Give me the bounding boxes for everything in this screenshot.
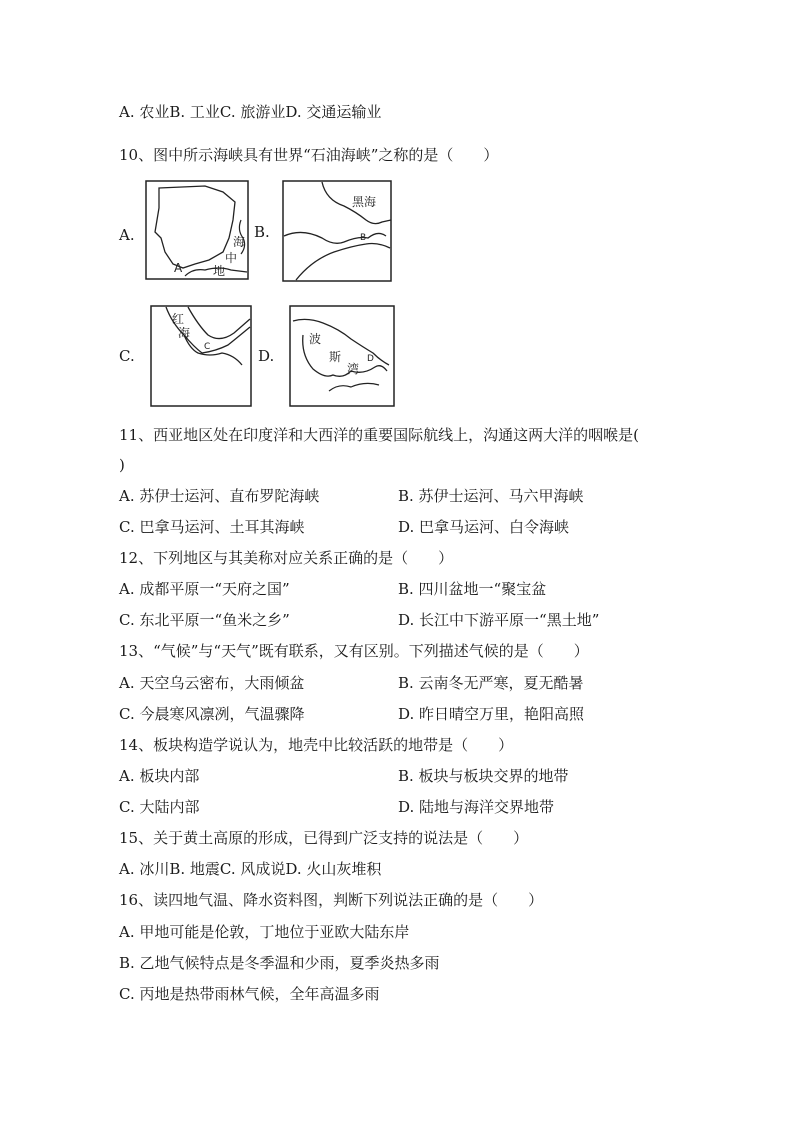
map-d-letter: D xyxy=(367,354,374,364)
q11-stem-line2: ) xyxy=(119,456,125,474)
map-d-sea-char-1: 波 xyxy=(309,332,322,346)
map-c-sea-char-2: 海 xyxy=(178,326,191,340)
q13-option-c: C. 今晨寒风凛冽，气温骤降 xyxy=(119,705,305,723)
q14-option-d: D. 陆地与海洋交界地带 xyxy=(398,798,555,816)
map-a-sea-char-3: 地 xyxy=(213,264,226,278)
q12-option-a: A. 成都平原一“天府之国” xyxy=(119,580,290,598)
q14-option-b: B. 板块与板块交界的地带 xyxy=(398,767,569,785)
q16-option-b: B. 乙地气候特点是冬季温和少雨，夏季炎热多雨 xyxy=(119,954,440,972)
q15-stem: 15、关于黄土高原的形成，已得到广泛支持的说法是（ ） xyxy=(119,829,529,847)
q12-option-c: C. 东北平原一“鱼米之乡” xyxy=(119,611,290,629)
q10-map-a xyxy=(145,180,249,280)
q10-map-b xyxy=(282,180,392,282)
q14-option-c: C. 大陆内部 xyxy=(119,798,200,816)
q11-option-b: B. 苏伊士运河、马六甲海峡 xyxy=(398,487,584,505)
q16-option-a: A. 甲地可能是伦敦，丁地位于亚欧大陆东岸 xyxy=(119,923,410,941)
q13-stem: 13、“气候”与“天气”既有联系，又有区别。下列描述气候的是（ ） xyxy=(119,642,589,660)
q10-option-b-label: B. xyxy=(254,223,270,241)
q12-stem: 12、下列地区与其美称对应关系正确的是（ ） xyxy=(119,549,454,567)
q12-option-d: D. 长江中下游平原一“黑土地” xyxy=(398,611,600,629)
map-b-sea-name: 黑海 xyxy=(352,195,377,209)
q11-option-c: C. 巴拿马运河、土耳其海峡 xyxy=(119,518,305,536)
q9-options: A. 农业B. 工业C. 旅游业D. 交通运输业 xyxy=(119,103,382,121)
q10-map-c xyxy=(150,305,252,407)
q12-option-b: B. 四川盆地一“聚宝盆 xyxy=(398,580,547,598)
q14-stem: 14、板块构造学说认为，地壳中比较活跃的地带是（ ） xyxy=(119,736,514,754)
q10-option-a-label: A. xyxy=(119,226,135,244)
q11-option-d: D. 巴拿马运河、白令海峡 xyxy=(398,518,570,536)
q16-stem: 16、读四地气温、降水资料图，判断下列说法正确的是（ ） xyxy=(119,891,544,909)
q13-option-d: D. 昨日晴空万里，艳阳高照 xyxy=(398,705,585,723)
q10-option-d-label: D. xyxy=(258,347,275,365)
q14-option-a: A. 板块内部 xyxy=(119,767,200,785)
map-b-letter: B xyxy=(360,233,367,243)
q13-option-b: B. 云南冬无严寒，夏无酷暑 xyxy=(398,674,584,692)
map-c-letter: C xyxy=(204,342,211,352)
q16-option-c: C. 丙地是热带雨林气候，全年高温多雨 xyxy=(119,985,380,1003)
q10-map-d xyxy=(289,305,395,407)
map-d-sea-char-3: 湾 xyxy=(347,362,360,376)
q11-stem-line1: 11、西亚地区处在印度洋和大西洋的重要国际航线上，沟通这两大洋的咽喉是( xyxy=(119,426,639,444)
map-d-sea-char-2: 斯 xyxy=(329,350,342,364)
map-c-sea-char-1: 红 xyxy=(172,312,185,326)
q11-option-a: A. 苏伊士运河、直布罗陀海峡 xyxy=(119,487,320,505)
q10-stem: 10、图中所示海峡具有世界“石油海峡”之称的是（ ） xyxy=(119,146,499,164)
map-a-sea-char-1: 海 xyxy=(233,235,246,249)
map-a-sea-char-2: 中 xyxy=(225,251,238,265)
map-a-letter: A xyxy=(174,261,183,275)
q15-options: A. 冰川B. 地震C. 风成说D. 火山灰堆积 xyxy=(119,860,382,878)
q13-option-a: A. 天空乌云密布，大雨倾盆 xyxy=(119,674,305,692)
q10-option-c-label: C. xyxy=(119,347,135,365)
